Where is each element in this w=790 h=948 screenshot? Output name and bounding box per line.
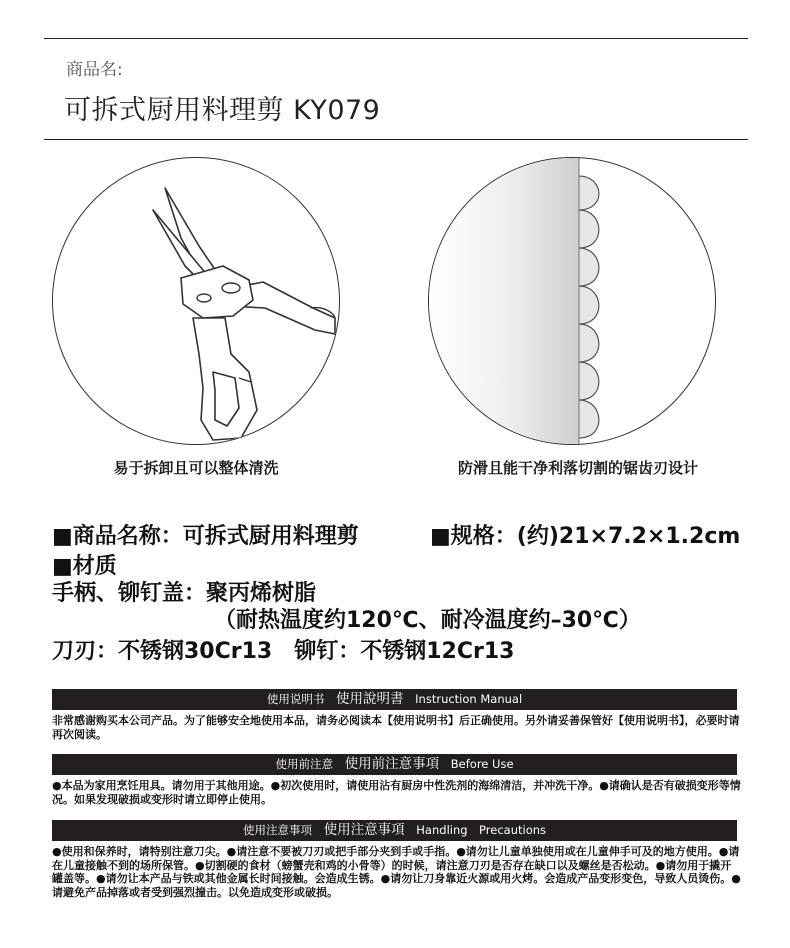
manual-zh: 使用说明书 [266,692,325,706]
right-caption: 防滑且能干净利落切割的锯齿刃设计 [457,459,698,477]
handling-zh: 使用注意事项 [242,823,312,837]
handling-en: Handling Precautions [416,823,547,837]
section-bar-manual [52,689,737,710]
handling-jp: 使用注意事項 [323,822,405,838]
serrated-edge-icon [429,158,715,444]
scissors-icon [53,158,339,444]
spec-product-name: ■商品名称：可拆式厨用料理剪 [52,524,359,549]
before-use-zh: 使用前注意 [275,757,333,771]
top-rule [44,38,748,39]
manual-jp: 使用說明書 [336,691,404,707]
scissors-illustration [52,157,340,445]
serrated-blade-illustration [428,157,716,445]
section-bar-handling [52,820,737,841]
section-bar-before-use [52,754,737,775]
before-use-jp: 使用前注意事項 [344,756,440,772]
spec-blade-material: 刀刃：不锈钢30Cr13 铆钉：不锈钢12Cr13 [52,639,515,664]
header-rule [44,139,748,140]
left-caption: 易于拆卸且可以整体清洗 [113,459,279,477]
spec-temperature: （耐热温度约120℃、耐冷温度约–30℃） [214,608,641,633]
spec-size: ■规格：(约)21×7.2×1.2cm [430,524,741,549]
spec-material-heading: ■材质 [52,554,117,579]
before-use-body: ●本品为家用烹饪用具。请勿用于其他用途。●初次使用时，请使用沾有厨房中性洗剂的海绵清洁，并冲洗干净。●请确认是否有破损变形等情况。如果发现破损或变形时请立即停止使用。 [52,779,741,806]
handling-body: ●使用和保养时，请特别注意刀尖。●请注意不要被刀刃或把手部分夹到手或手指。●请勿让儿童单独使用或在儿童伸手可及的地方使用。●请在儿童接触不到的场所保管。●切割硬的食材（螃蟹壳和鸡的小骨等）的时候，请注意刀刃是否存在缺口以及螺丝是否松动。●请勿用于撬开罐盖等。●请勿让本产品与铁或其他金属长时间接触。会造成生锈。●请勿让刀身靠近火源或用火烤。会造成产品变形变色，导致人员烫伤。●请避免产品掉落或者受到强烈撞击。以免造成变形或破损。 [52,845,741,899]
product-title: 可拆式厨用料理剪 KY079 [64,95,381,126]
spec-handle-material: 手柄、铆钉盖：聚丙烯树脂 [52,581,317,606]
manual-body: 非常感谢购买本公司产品。为了能够安全地使用本品，请务必阅读本【使用说明书】后正确使用。另外请妥善保管好【使用说明书】，必要时请再次阅读。 [52,714,740,741]
before-use-en: Before Use [450,757,514,771]
product-name-label: 商品名: [66,60,123,80]
manual-en: Instruction Manual [415,692,523,706]
